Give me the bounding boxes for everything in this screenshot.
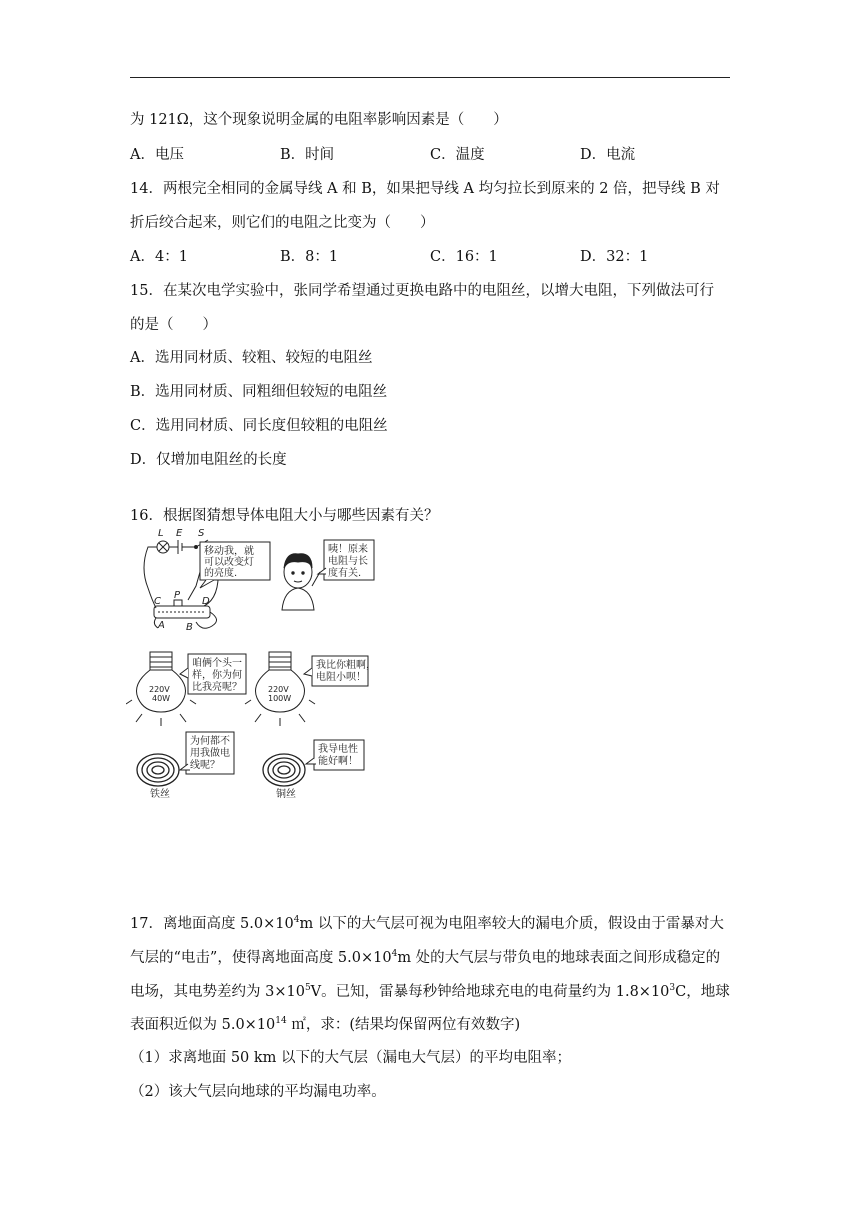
q13-stem-tail: 为 121Ω，这个现象说明金属的电阻率影响因素是（ ）	[130, 112, 508, 128]
iron-coil-icon	[137, 754, 179, 786]
speech-bubble-5	[180, 732, 234, 774]
q15-option-b: B．选用同材质、同粗细但较短的电阻丝	[130, 384, 388, 400]
svg-text:电阻小呗！: 电阻小呗！	[316, 672, 366, 683]
q13-option-d: D．电流	[580, 147, 636, 163]
q17-subquestion-2: （2）该大气层向地球的平均漏电功率。	[130, 1084, 386, 1100]
svg-text:100W: 100W	[268, 694, 292, 703]
svg-text:220V: 220V	[149, 685, 170, 694]
iron-label: 铁丝	[150, 789, 170, 800]
svg-text:我比你粗啊，: 我比你粗啊，	[316, 660, 376, 671]
copper-coil-icon	[263, 754, 305, 786]
bulb-100w	[245, 652, 315, 726]
q17-subquestion-1: （1）求离地面 50 km 以下的大气层（漏电大气层）的平均电阻率；	[130, 1050, 572, 1066]
svg-text:咦！原来: 咦！原来	[328, 544, 368, 555]
q14-option-d: D．32：1	[580, 249, 649, 265]
q13-option-c: C．温度	[430, 147, 485, 163]
q17-stem-line3: 电场，其电势差约为 $3\times 10^5V$。已知，雷暴每秒钟给地球充电的电荷量约为 $1.8\times 10^3C$，地球	[130, 983, 730, 1000]
q13-option-a: A．电压	[130, 147, 184, 163]
bulb-40w	[126, 652, 196, 726]
q17-stem-line4: 表面积近似为 $5.0\times 10^{14}$ ㎡，求：(结果均保留两位有效数字)	[130, 1016, 521, 1033]
svg-text:移动我，就: 移动我，就	[204, 546, 254, 557]
q16-figure	[126, 528, 376, 800]
label-e: E	[176, 528, 183, 539]
q15-stem-line1: 15．在某次电学实验中，张同学希望通过更换电路中的电阻丝，以增大电阻，下列做法可行	[130, 283, 714, 299]
copper-label: 铜丝	[276, 789, 296, 800]
svg-text:的亮度.: 的亮度.	[204, 568, 238, 579]
svg-text:线呢？: 线呢？	[190, 760, 220, 771]
svg-text:用我做电: 用我做电	[190, 748, 230, 759]
q15-option-a: A．选用同材质、较粗、较短的电阻丝	[130, 350, 373, 366]
svg-text:我导电性: 我导电性	[318, 744, 358, 755]
q14-stem-line2: 折后绞合起来，则它们的电阻之比变为（ ）	[130, 215, 435, 231]
svg-text:为何都不: 为何都不	[190, 736, 230, 747]
label-d: D	[202, 596, 210, 607]
q15-stem-line2: 的是（ ）	[130, 317, 217, 333]
header-rule	[130, 77, 730, 78]
svg-text:能好啊！: 能好啊！	[318, 756, 358, 767]
q15-option-d: D．仅增加电阻丝的长度	[130, 452, 287, 468]
svg-text:40W: 40W	[152, 694, 171, 703]
q17-stem-line1: 17．离地面高度 $5.0\times 10^4m$ 以下的大气层可视为电阻率较大的漏电介质，假设由于雷暴对大	[130, 915, 724, 932]
q14-stem-line1: 14．两根完全相同的金属导线 A 和 B，如果把导线 A 均匀拉长到原来的 2 倍，把导线 B 对	[130, 181, 720, 197]
svg-text:可以改变灯: 可以改变灯	[204, 557, 254, 568]
label-b: B	[186, 622, 193, 633]
speech-bubble-3	[180, 654, 246, 694]
svg-text:电阻与长: 电阻与长	[328, 556, 368, 567]
q14-option-c: C．16：1	[430, 249, 498, 265]
q16-stem: 16．根据图猜想导体电阻大小与哪些因素有关？	[130, 508, 439, 524]
speech-bubble-6	[306, 740, 364, 770]
student-figure	[282, 554, 320, 610]
speech-bubble-4	[304, 656, 376, 686]
q13-option-b: B．时间	[280, 147, 335, 163]
label-l: L	[158, 528, 164, 539]
svg-text:比我亮呢？: 比我亮呢？	[192, 682, 242, 693]
speech-bubble-1	[200, 542, 270, 588]
label-s: S	[198, 528, 205, 539]
svg-text:220V: 220V	[268, 685, 289, 694]
q17-stem-line2: 气层的“电击”，使得离地面高度 $5.0\times 10^4m$ 处的大气层与带负电的地球表面之间形成稳定的	[130, 949, 721, 966]
q15-option-c: C．选用同材质、同长度但较粗的电阻丝	[130, 418, 388, 434]
label-a: A	[158, 620, 165, 631]
label-c: C	[154, 596, 161, 607]
speech-bubble-2	[318, 540, 374, 580]
label-p: P	[174, 590, 181, 601]
svg-text:度有关.: 度有关.	[328, 568, 362, 579]
q14-option-b: B．8：1	[280, 249, 339, 265]
q14-option-a: A．4：1	[130, 249, 188, 265]
svg-text:咱俩个头一: 咱俩个头一	[192, 658, 242, 669]
svg-text:样，你为何: 样，你为何	[192, 670, 242, 681]
